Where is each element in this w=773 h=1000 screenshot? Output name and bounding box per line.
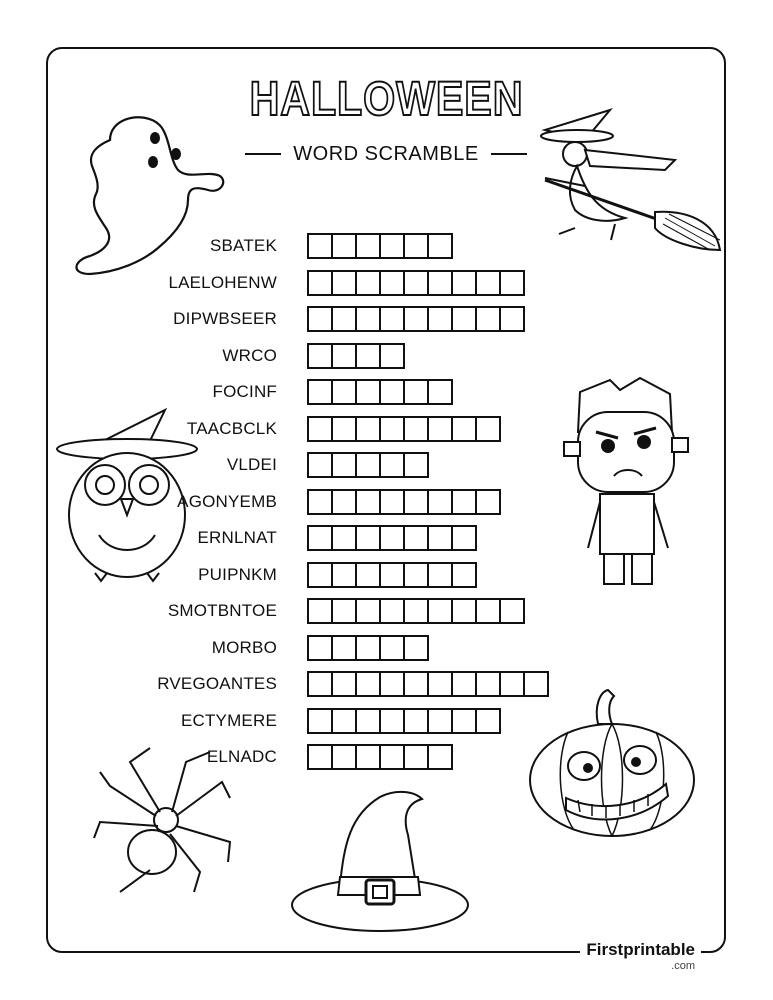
letter-box[interactable]	[379, 416, 403, 442]
scrambled-word: SBATEK	[209, 236, 277, 256]
letter-box[interactable]	[427, 233, 453, 259]
scrambled-word: RVEGOANTES	[157, 674, 277, 694]
letter-box[interactable]	[427, 306, 451, 332]
letter-box[interactable]	[427, 562, 451, 588]
letter-box[interactable]	[499, 671, 523, 697]
letter-box[interactable]	[427, 525, 451, 551]
puzzle-row	[140, 301, 600, 338]
letter-box[interactable]	[451, 708, 475, 734]
letter-box[interactable]	[379, 270, 403, 296]
letter-box[interactable]	[403, 270, 427, 296]
letter-box[interactable]	[307, 343, 331, 369]
letter-box[interactable]	[403, 379, 427, 405]
letter-box[interactable]	[331, 671, 355, 697]
letter-box[interactable]	[355, 416, 379, 442]
letter-box[interactable]	[355, 233, 379, 259]
letter-box[interactable]	[427, 270, 451, 296]
letter-box[interactable]	[331, 489, 355, 515]
scrambled-word: VLDEI	[226, 455, 277, 475]
letter-box[interactable]	[355, 744, 379, 770]
puzzle-row	[140, 520, 600, 557]
letter-box[interactable]	[331, 416, 355, 442]
letter-box[interactable]	[307, 708, 331, 734]
letter-box[interactable]	[499, 270, 525, 296]
puzzle-row	[140, 338, 600, 375]
scrambled-word: DIPWBSEER	[173, 309, 277, 329]
letter-box[interactable]	[475, 598, 499, 624]
letter-box[interactable]	[355, 598, 379, 624]
letter-box[interactable]	[403, 233, 427, 259]
puzzle-row	[140, 265, 600, 302]
letter-box[interactable]	[379, 306, 403, 332]
letter-box[interactable]	[475, 306, 499, 332]
scrambled-word: PUIPNKM	[198, 564, 277, 584]
answer-boxes	[307, 306, 525, 332]
letter-box[interactable]	[355, 671, 379, 697]
letter-box[interactable]	[475, 270, 499, 296]
puzzle-row	[140, 447, 600, 484]
letter-box[interactable]	[379, 452, 403, 478]
word-scramble-list	[140, 228, 600, 776]
letter-box[interactable]	[403, 306, 427, 332]
answer-boxes	[307, 416, 501, 442]
letter-box[interactable]	[307, 598, 331, 624]
letter-box[interactable]	[427, 708, 451, 734]
letter-box[interactable]	[379, 635, 403, 661]
letter-box[interactable]	[379, 233, 403, 259]
letter-box[interactable]	[307, 635, 331, 661]
answer-boxes	[307, 489, 501, 515]
letter-box[interactable]	[403, 744, 427, 770]
answer-boxes	[307, 744, 453, 770]
scrambled-word: WRCO	[222, 345, 277, 365]
letter-box[interactable]	[331, 708, 355, 734]
letter-box[interactable]	[307, 671, 331, 697]
letter-box[interactable]	[307, 416, 331, 442]
letter-box[interactable]	[307, 744, 331, 770]
letter-box[interactable]	[307, 270, 331, 296]
letter-box[interactable]	[451, 489, 475, 515]
letter-box[interactable]	[331, 452, 355, 478]
letter-box[interactable]	[331, 562, 355, 588]
letter-box[interactable]	[403, 708, 427, 734]
puzzle-row	[140, 703, 600, 740]
answer-boxes	[307, 379, 453, 405]
letter-box[interactable]	[331, 343, 355, 369]
letter-box[interactable]	[403, 416, 427, 442]
letter-box[interactable]	[499, 306, 525, 332]
answer-boxes	[307, 270, 525, 296]
letter-box[interactable]	[427, 744, 453, 770]
letter-box[interactable]	[499, 598, 525, 624]
letter-box[interactable]	[379, 708, 403, 734]
letter-box[interactable]	[355, 562, 379, 588]
letter-box[interactable]	[307, 306, 331, 332]
letter-box[interactable]	[355, 708, 379, 734]
scrambled-word: ECTYMERE	[180, 710, 277, 730]
letter-box[interactable]	[355, 270, 379, 296]
letter-box[interactable]	[379, 598, 403, 624]
letter-box[interactable]	[379, 489, 403, 515]
letter-box[interactable]	[451, 562, 477, 588]
subtitle-rule-left	[245, 153, 281, 155]
page-subtitle: WORD SCRAMBLE	[293, 142, 479, 165]
letter-box[interactable]	[451, 270, 475, 296]
letter-box[interactable]	[355, 343, 379, 369]
letter-box[interactable]	[451, 525, 477, 551]
letter-box[interactable]	[307, 525, 331, 551]
puzzle-row	[140, 630, 600, 667]
scrambled-word: FOCINF	[212, 382, 277, 402]
letter-box[interactable]	[451, 416, 475, 442]
letter-box[interactable]	[307, 379, 331, 405]
answer-boxes	[307, 598, 525, 624]
letter-box[interactable]	[475, 416, 501, 442]
letter-box[interactable]	[427, 598, 451, 624]
puzzle-row	[140, 666, 600, 703]
subtitle-row	[236, 140, 536, 168]
answer-boxes	[307, 562, 477, 588]
puzzle-row	[140, 374, 600, 411]
letter-box[interactable]	[331, 306, 355, 332]
letter-box[interactable]	[355, 489, 379, 515]
letter-box[interactable]	[403, 598, 427, 624]
letter-box[interactable]	[307, 233, 331, 259]
letter-box[interactable]	[331, 744, 355, 770]
letter-box[interactable]	[331, 270, 355, 296]
letter-box[interactable]	[379, 525, 403, 551]
puzzle-row	[140, 557, 600, 594]
letter-box[interactable]	[451, 306, 475, 332]
letter-box[interactable]	[427, 416, 451, 442]
letter-box[interactable]	[475, 708, 501, 734]
letter-box[interactable]	[379, 343, 405, 369]
answer-boxes	[307, 635, 429, 661]
letter-box[interactable]	[379, 671, 403, 697]
scrambled-word: ERNLNAT	[197, 528, 277, 548]
letter-box[interactable]	[475, 489, 501, 515]
letter-box[interactable]	[379, 379, 403, 405]
answer-boxes	[307, 452, 429, 478]
letter-box[interactable]	[403, 671, 427, 697]
letter-box[interactable]	[403, 489, 427, 515]
puzzle-row	[140, 484, 600, 521]
scrambled-word: MORBO	[211, 637, 277, 657]
scrambled-word: AGONYEMB	[177, 491, 277, 511]
puzzle-row	[140, 228, 600, 265]
letter-box[interactable]	[427, 671, 451, 697]
letter-box[interactable]	[403, 452, 429, 478]
letter-box[interactable]	[403, 525, 427, 551]
letter-box[interactable]	[451, 598, 475, 624]
letter-box[interactable]	[355, 525, 379, 551]
letter-box[interactable]	[475, 671, 499, 697]
letter-box[interactable]	[355, 379, 379, 405]
answer-boxes	[307, 233, 453, 259]
letter-box[interactable]	[403, 562, 427, 588]
witch-hat-illustration	[290, 785, 470, 935]
puzzle-row	[140, 411, 600, 448]
letter-box[interactable]	[427, 489, 451, 515]
letter-box[interactable]	[331, 525, 355, 551]
scrambled-word: TAACBCLK	[186, 418, 277, 438]
letter-box[interactable]	[451, 671, 475, 697]
brand-logo	[580, 942, 701, 974]
letter-box[interactable]	[355, 635, 379, 661]
letter-box[interactable]	[355, 452, 379, 478]
letter-box[interactable]	[355, 306, 379, 332]
scrambled-word: SMOTBNTOE	[167, 601, 277, 621]
letter-box[interactable]	[403, 635, 429, 661]
letter-box[interactable]	[307, 452, 331, 478]
page-title: HALLOWEEN	[249, 73, 524, 126]
letter-box[interactable]	[331, 598, 355, 624]
letter-box[interactable]	[379, 744, 403, 770]
scrambled-word: ELNADC	[206, 747, 277, 767]
puzzle-row	[140, 593, 600, 630]
letter-box[interactable]	[427, 379, 453, 405]
answer-boxes	[307, 525, 477, 551]
answer-boxes	[307, 708, 501, 734]
brand-domain: .com	[671, 960, 695, 972]
puzzle-row	[140, 739, 600, 776]
scrambled-word: LAELOHENW	[168, 272, 277, 292]
letter-box[interactable]	[331, 635, 355, 661]
answer-boxes	[307, 343, 405, 369]
answer-boxes	[307, 671, 549, 697]
letter-box[interactable]	[307, 562, 331, 588]
letter-box[interactable]	[331, 233, 355, 259]
letter-box[interactable]	[379, 562, 403, 588]
brand-name: Firstprintable	[586, 940, 695, 959]
letter-box[interactable]	[307, 489, 331, 515]
letter-box[interactable]	[523, 671, 549, 697]
letter-box[interactable]	[331, 379, 355, 405]
